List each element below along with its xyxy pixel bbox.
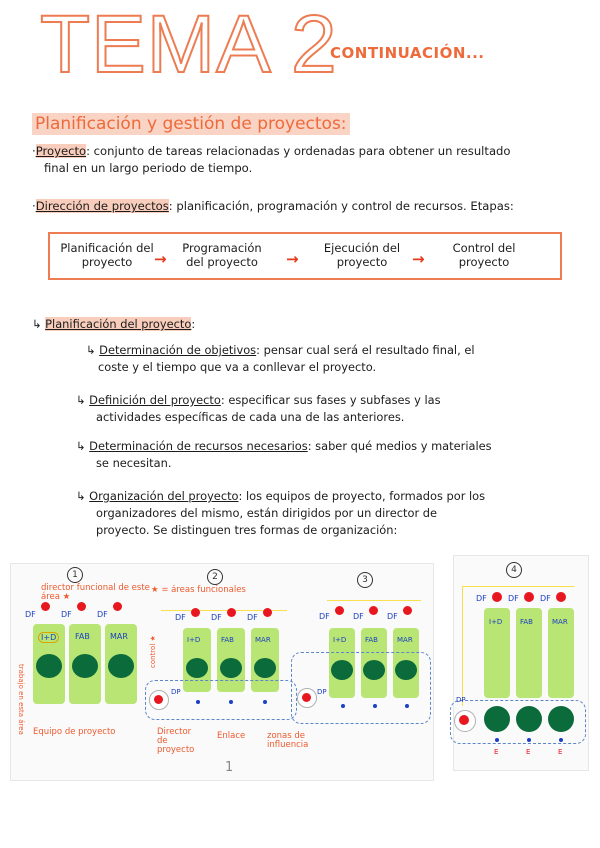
connector-line — [462, 586, 574, 587]
flow-arrow-icon: → — [154, 250, 167, 268]
item-term: Determinación de recursos necesarios — [89, 439, 308, 453]
dept-label: FAB — [520, 618, 533, 626]
df-node — [556, 592, 566, 602]
df-label: DF — [25, 610, 36, 619]
link-node — [373, 704, 377, 708]
e-label: E — [526, 748, 531, 756]
dp-label: DP — [317, 688, 327, 696]
df-node — [524, 592, 534, 602]
planning-item-3: ↳ Determinación de recursos necesarios: saber qué medios y materiales se necesitan. — [76, 439, 492, 470]
planning-item-1: ↳ Determinación de objetivos: pensar cual será el resultado final, el coste y el tiempo que va a conllevar el proyecto. — [86, 343, 475, 374]
link-node — [341, 704, 345, 708]
dept-label: FAB — [75, 632, 90, 641]
link-node — [495, 738, 499, 742]
annotation-trabajo: trabajo en esta área — [17, 664, 25, 735]
flow-arrow-icon: → — [412, 250, 425, 268]
dp-label: DP — [456, 696, 466, 704]
planning-item-4: ↳ Organización del proyecto: los equipos de proyecto, formados por los organizadores del mismo, están dirigidos por un director de proyecto. Se distinguen tres formas de organización: — [76, 489, 486, 537]
df-node — [263, 608, 272, 617]
df-node — [191, 608, 200, 617]
e-label: E — [558, 748, 563, 756]
connector-line — [327, 600, 421, 601]
df-node — [113, 602, 122, 611]
flow-arrow-icon: → — [286, 250, 299, 268]
diagram-number-3: 3 — [357, 572, 373, 588]
dept-label: I+D — [187, 636, 201, 644]
page-number: 1 — [225, 760, 234, 775]
link-node — [527, 738, 531, 742]
annotation-director-funcional: director funcional de este área ★ — [41, 583, 150, 602]
sub-arrow-icon: ↳ — [76, 393, 86, 407]
stages-flow — [48, 232, 562, 280]
df-node — [41, 602, 50, 611]
dp-label: DP — [171, 688, 181, 696]
annotation-enlace: Enlace — [217, 731, 246, 741]
team-node — [186, 658, 208, 678]
sub-arrow-icon: ↳ — [76, 439, 86, 453]
definition-direccion: ·Dirección de proyectos: planificación, programación y control de recursos. Etapas: — [32, 199, 514, 213]
team-node — [516, 706, 542, 732]
planning-heading-text: Planificación del proyecto — [45, 317, 192, 331]
sub-arrow-icon: ↳ — [32, 317, 42, 331]
flow-step-4: Control del proyecto — [452, 241, 516, 269]
flow-step-3: Ejecución del proyecto — [323, 241, 401, 269]
dp-dot — [459, 715, 469, 725]
df-label: DF — [476, 594, 487, 603]
annotation-equipo: Equipo de proyecto — [33, 727, 116, 737]
df-node — [403, 606, 412, 615]
sub-arrow-icon: ↳ — [86, 343, 96, 357]
team-node — [484, 706, 510, 732]
diagram-number-1: 1 — [67, 567, 83, 583]
diagram-number-2: 2 — [207, 569, 223, 585]
df-node — [335, 606, 344, 615]
dp-dot — [302, 693, 311, 702]
page-title: TEMA 2 — [40, 0, 338, 90]
dept-label: MAR — [255, 636, 271, 644]
df-node — [369, 606, 378, 615]
diagram-number-4: 4 — [506, 562, 522, 578]
planning-heading: ↳ Planificación del proyecto: — [32, 317, 196, 331]
df-label: DF — [97, 610, 108, 619]
link-node — [196, 700, 200, 704]
influence-zone — [291, 652, 431, 724]
item-term: Definición del proyecto — [89, 393, 221, 407]
team-node — [254, 658, 276, 678]
annotation-areas: ★ = áreas funcionales — [151, 585, 246, 595]
sub-arrow-icon: ↳ — [76, 489, 86, 503]
item-term: Determinación de objetivos — [99, 343, 257, 357]
e-label: E — [494, 748, 499, 756]
team-node — [36, 654, 62, 678]
proyecto-text-1: : conjunto de tareas relacionadas y ordenadas para obtener un resultado — [86, 144, 511, 158]
annotation-control: control ★ — [149, 635, 157, 668]
df-node — [77, 602, 86, 611]
dept-label: MAR — [110, 632, 128, 641]
proyecto-text-2: final en un largo periodo de tiempo. — [44, 161, 253, 175]
term-direccion: Dirección de proyectos — [35, 199, 169, 213]
link-node — [263, 700, 267, 704]
df-label: DF — [211, 613, 222, 622]
df-label: DF — [247, 613, 258, 622]
link-node — [559, 738, 563, 742]
connector-line — [462, 586, 463, 706]
df-node — [227, 608, 236, 617]
organization-diagram — [10, 563, 434, 781]
direccion-text: : planificación, programación y control de recursos. Etapas: — [168, 199, 514, 213]
df-label: DF — [508, 594, 519, 603]
item-term: Organización del proyecto — [89, 489, 239, 503]
page-subtitle: CONTINUACIÓN... — [330, 44, 485, 62]
annotation-director-proyecto: Director de proyecto — [157, 727, 195, 755]
df-label: DF — [353, 612, 364, 621]
dept-label: I+D — [38, 632, 59, 643]
dept-label: I+D — [333, 636, 347, 644]
df-label: DF — [61, 610, 72, 619]
annotation-zonas: zonas de influencia — [267, 731, 309, 750]
df-label: DF — [540, 594, 551, 603]
team-node — [108, 654, 134, 678]
dept-label: FAB — [221, 636, 234, 644]
flow-step-2: Programación del proyecto — [182, 241, 262, 269]
dept-label: I+D — [489, 618, 503, 626]
term-proyecto: Proyecto — [35, 144, 87, 158]
dept-label: MAR — [397, 636, 413, 644]
dp-dot — [154, 695, 163, 704]
link-node — [229, 700, 233, 704]
organization-diagram-4 — [453, 555, 589, 771]
df-label: DF — [319, 612, 330, 621]
team-node — [72, 654, 98, 678]
team-node — [548, 706, 574, 732]
team-node — [220, 658, 242, 678]
df-label: DF — [387, 612, 398, 621]
df-label: DF — [175, 613, 186, 622]
planning-item-2: ↳ Definición del proyecto: especificar sus fases y subfases y las actividades específicas de cada una de las anteriores. — [76, 393, 441, 424]
section-heading-text: Planificación y gestión de proyectos: — [32, 113, 350, 135]
flow-step-1: Planificación del proyecto — [60, 241, 154, 269]
dept-label: MAR — [552, 618, 568, 626]
definition-proyecto: ·Proyecto: conjunto de tareas relacionadas y ordenadas para obtener un resultado final en un largo periodo de tiempo. — [32, 144, 511, 175]
df-node — [492, 592, 502, 602]
link-node — [405, 704, 409, 708]
dept-label: FAB — [365, 636, 378, 644]
section-heading — [32, 114, 350, 134]
